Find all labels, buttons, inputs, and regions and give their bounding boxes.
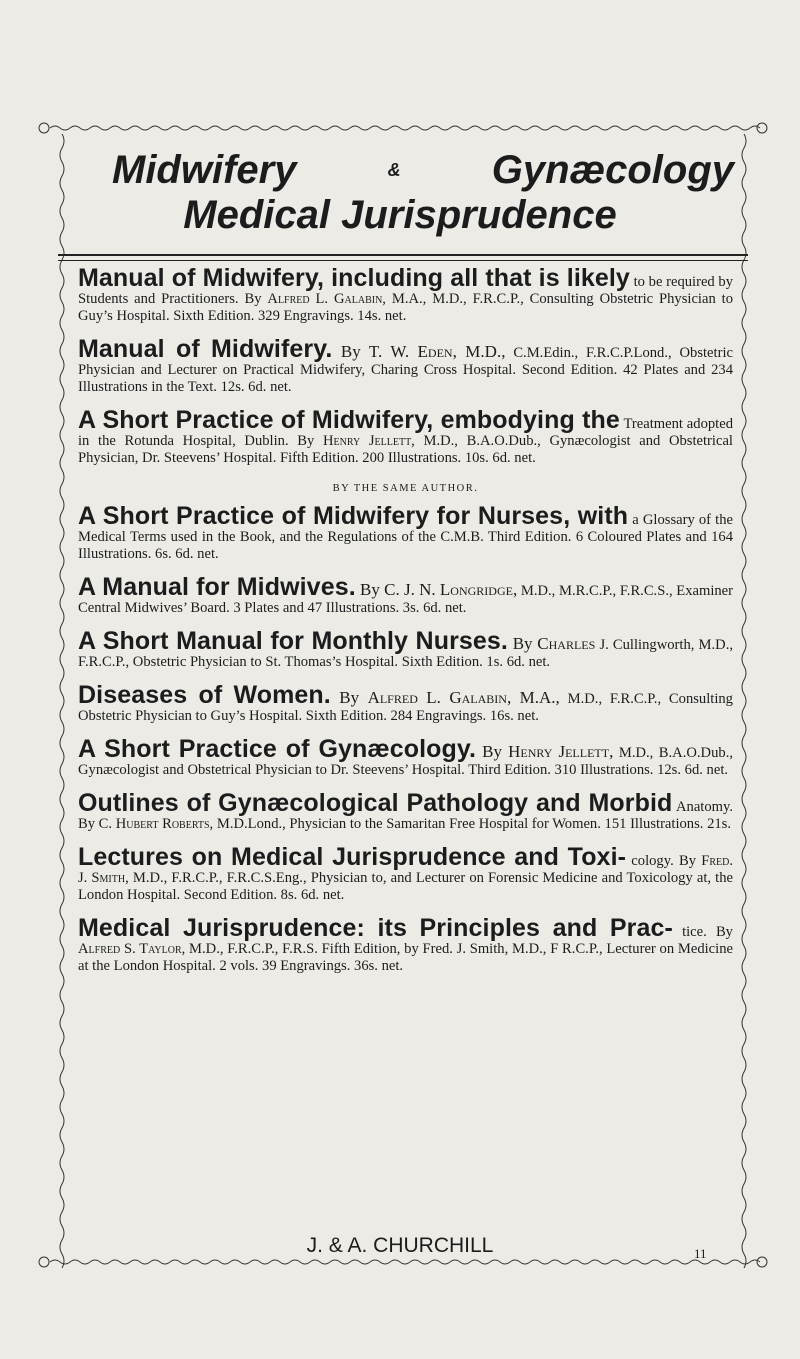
book-entry xyxy=(78,406,733,467)
book-list xyxy=(78,264,734,991)
book-entry xyxy=(78,573,734,617)
book-entry xyxy=(78,335,733,396)
book-title: Outlines of Gynæcological Pathology and Morbid xyxy=(78,789,673,817)
by-label: By C. J. N. xyxy=(355,580,440,599)
book-author: Henry Jellett, xyxy=(322,433,415,449)
header-word-midwifery: Midwifery xyxy=(112,148,297,192)
book-details: M.D., F.R.C.P., F.R.S. Fifth Edition, by Fred. J. Smith, M.D., F R.C.P., Lecturer on Medicine at the London Hospital. 2 vols. 39 Engravings. 36s. net. xyxy=(78,941,733,974)
book-entry xyxy=(78,681,733,725)
page-header xyxy=(40,148,760,238)
book-title: Lectures on Medical Jurisprudence and Toxi- xyxy=(78,843,627,871)
book-details: M.D., F.R.C.P., Consulting Obstetric Physician to Guy’s Hospital. Sixth Edition. 284 Engravings. 16s. net. xyxy=(78,691,733,724)
book-details: M.D.Lond., Physician to the Samaritan Free Hospital for Women. 151 Illustrations. 21s. xyxy=(213,816,732,832)
header-rule-thin xyxy=(58,260,748,261)
publisher-footer: J. & A. CHURCHILL xyxy=(306,1234,494,1257)
book-author: Alfred S. Taylor, xyxy=(78,941,186,957)
author-degrees: M.A., xyxy=(511,688,560,707)
book-author: Henry Jellett, xyxy=(508,742,614,761)
book-title: A Short Manual for Monthly Nurses. xyxy=(78,627,508,655)
book-author: Alfred L. Galabin, xyxy=(367,688,512,707)
header-word-gynaecology: Gynæcology xyxy=(491,148,734,192)
book-details: J. Cullingworth, M.D., F.R.C.P., Obstetric Physician to St. Thomas’s Hospital. Sixth Edition. 1s. 6d. net. xyxy=(78,637,733,670)
book-title: A Short Practice of Midwifery, embodying the xyxy=(78,406,620,434)
book-details: C.M.Edin., F.R.C.P.Lond., Obstetric Physician and Lecturer on Practical Midwifery, Charing Cross Hospital. Second Edition. 42 Plates and 234 Illustrations in the Text. 12s. 6d. net. xyxy=(78,345,733,395)
book-entry xyxy=(78,789,733,833)
book-author: Hubert Roberts, xyxy=(115,816,214,832)
header-rule-thick xyxy=(58,254,748,256)
book-author: Alfred L. Galabin, xyxy=(267,291,386,307)
book-author: Charles xyxy=(537,634,596,653)
book-description: to be required by Students and Practitioners. By xyxy=(78,274,733,307)
book-title: A Manual for Midwives. xyxy=(78,573,356,601)
same-author-byline: BY THE SAME AUTHOR. xyxy=(332,483,479,494)
by-label: By T. W. xyxy=(332,342,418,361)
ampersand-ornament: & xyxy=(387,160,401,180)
book-details: M.D., M.R.C.P., F.R.C.S., Examiner Central Midwives’ Board. 3 Plates and 47 Illustrations. 3s. 6d. net. xyxy=(78,583,734,616)
book-details: M.D., B.A.O.Dub., Gynæcologist and Obstetrical Physician, Dr. Steevens’ Hospital. Fifth Edition. 200 Illustrations. 10s. 6d. net. xyxy=(78,433,733,466)
book-author: Fred. J. Smith, xyxy=(78,853,733,886)
book-description: Treatment adopted in the Rotunda Hospital, Dublin. By xyxy=(78,416,733,449)
book-details: M.A., M.D., F.R.C.P., Consulting Obstetric Physician to Guy’s Hospital. Sixth Edition. 329 Engravings. 14s. net. xyxy=(78,291,734,324)
book-description: Anatomy. By C. xyxy=(78,799,733,832)
book-title: Medical Jurisprudence: its Principles and Prac- xyxy=(78,914,673,942)
book-author: Longridge, xyxy=(439,580,518,599)
book-details: M.D., B.A.O.Dub., Gynæcologist and Obstetrical Physician to Dr. Steevens’ Hospital. Third Edition. 310 Illustrations. 12s. 6d. net. xyxy=(78,745,733,778)
book-title: Manual of Midwifery, including all that is likely xyxy=(78,264,630,292)
book-entry xyxy=(78,843,733,904)
book-details: M.D., F.R.C.P., F.R.C.S.Eng., Physician to, and Lecturer on Forensic Medicine and Toxicology at, the London Hospital. Second Edition. 8s. 6d. net. xyxy=(78,870,733,903)
book-title: Diseases of Women. xyxy=(78,681,331,709)
book-title: A Short Practice of Midwifery for Nurses, with xyxy=(78,502,629,530)
header-line-2: Medical Jurisprudence xyxy=(183,193,617,237)
book-entry xyxy=(78,914,733,975)
book-entry xyxy=(78,264,734,325)
book-description: cology. By xyxy=(631,853,702,869)
book-description: tice. By xyxy=(682,924,733,940)
by-label: By xyxy=(507,634,538,653)
header-line-1 xyxy=(40,148,760,192)
book-title: A Short Practice of Gynæcology. xyxy=(78,735,477,763)
book-title: Manual of Midwifery. xyxy=(78,335,333,363)
book-details: a Glossary of the Medical Terms used in the Book, and the Regulations of the C.M.B. Third Edition. 6 Coloured Plates and 164 Illustrations. 6s. 6d. net. xyxy=(78,512,733,562)
page-number: 11 xyxy=(694,1246,707,1261)
book-author: Eden, xyxy=(417,342,457,361)
book-entry xyxy=(78,735,733,779)
book-entry xyxy=(78,627,733,671)
author-degrees: M.D., xyxy=(456,342,506,361)
by-label: By xyxy=(330,688,368,707)
book-entry xyxy=(78,502,733,563)
by-label: By xyxy=(476,742,509,761)
